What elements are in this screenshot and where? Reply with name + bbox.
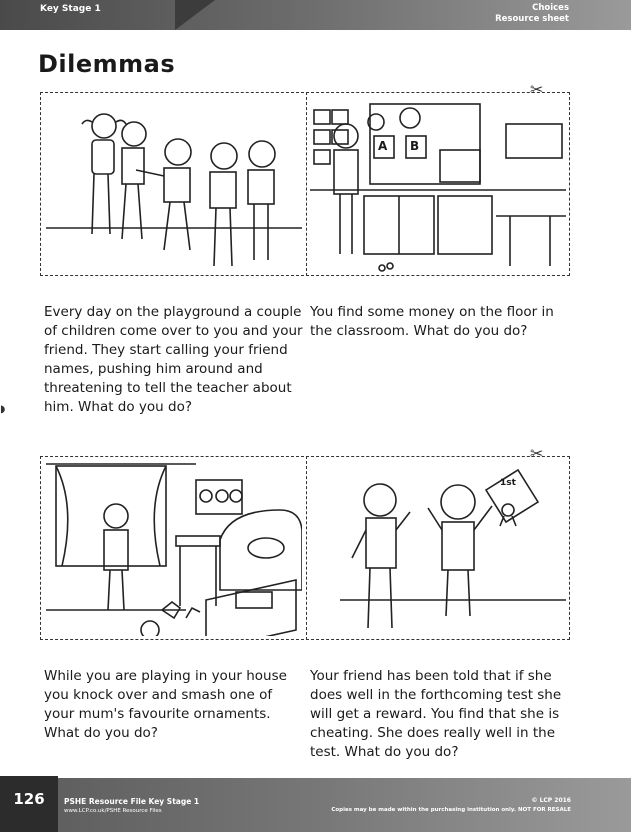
binding-hole-mark: ◗ <box>0 404 6 415</box>
resource-sheet-text: Resource sheet <box>495 14 569 24</box>
key-stage-label: Key Stage 1 <box>40 4 101 14</box>
scissors-icon: ✂ <box>530 80 544 99</box>
letter-b-block: B <box>410 139 420 153</box>
reward-illustration <box>310 460 566 636</box>
page-number: 126 <box>13 790 45 808</box>
dilemma-2-text: You find some money on the floor in the classroom. What do you do? <box>310 304 554 339</box>
footer-copyright: © LCP 2016 <box>531 797 571 804</box>
scissors-icon: ✂ <box>530 444 544 463</box>
footer-book-title: PSHE Resource File Key Stage 1 <box>64 797 200 806</box>
living-room-illustration <box>46 460 302 636</box>
playground-illustration <box>46 96 302 272</box>
cut-divider-top <box>306 92 307 276</box>
dilemma-4-text: Your friend has been told that if she does well in the forthcoming test she will get a reward. You find that she is cheating. She does really well in the test. What do you do? <box>310 668 562 760</box>
letter-a-block: A <box>378 139 388 153</box>
first-place-certificate-label: 1st <box>500 478 516 488</box>
dilemma-3-text: While you are playing in your house you knock over and smash one of your mum's favourite ornaments. What do you do? <box>44 668 287 741</box>
page-title: Dilemmas <box>38 50 176 78</box>
classroom-illustration <box>310 96 566 272</box>
cut-divider-bottom <box>306 456 307 640</box>
resource-sheet-label <box>495 3 569 25</box>
dilemma-1-text: Every day on the playground a couple of children come over to you and your friend. They start calling your friend names, pushing him around and threatening to tell the teacher about him. What do you do? <box>44 304 303 415</box>
choices-label: Choices <box>532 3 569 13</box>
footer-url: www.LCP.co.uk/PSHE Resource Files <box>64 808 162 814</box>
footer-copy-note: Copies may be made within the purchasing institution only. NOT FOR RESALE <box>331 807 571 813</box>
